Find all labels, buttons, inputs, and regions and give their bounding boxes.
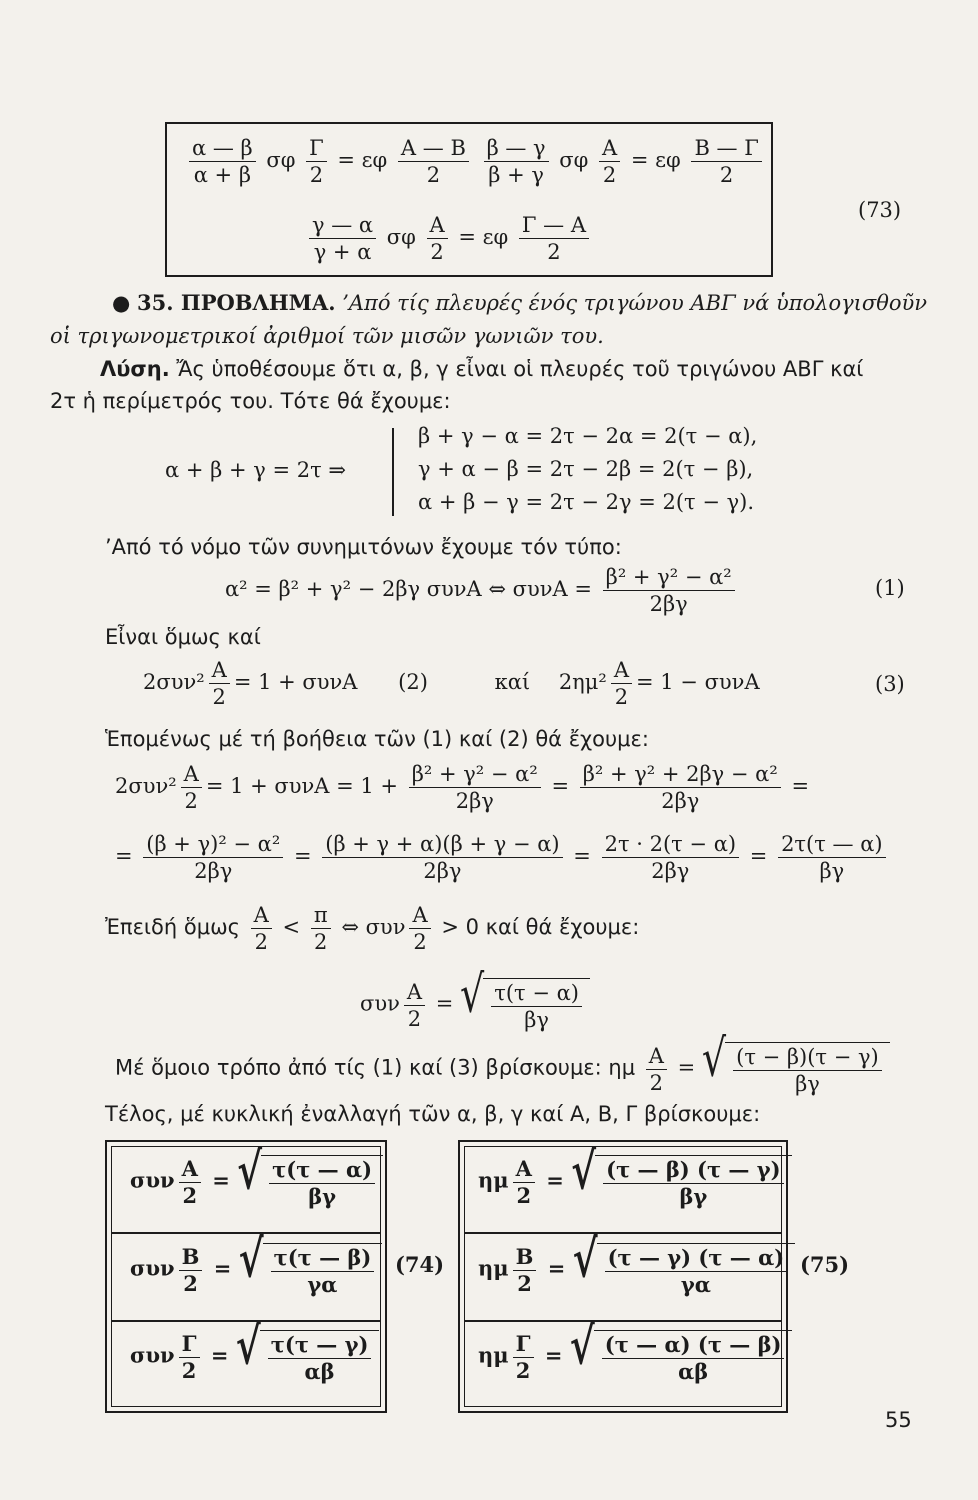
system-eq-3: α + β − γ = 2τ − 2γ = 2(τ − γ). [418,490,755,514]
since-line: Ἐπειδή ὅμως $\frac{A}{2}$ < $\frac{\pi}{2}$ ⇔ συν $\frac{A}{2}$ > 0 καί θά ἔχουμε: [105,903,640,955]
box-75-divider-2 [464,1320,782,1322]
box75-row-3: ημ $\frac{\Gamma}{2}$ = √ $\frac{(\tau — \alpha) (\tau — \beta)}{\alpha\beta}$ [478,1330,792,1384]
system-left: α + β + γ = 2τ ⇒ [165,458,346,482]
box75-row-2: ημ $\frac{B}{2}$ = √ $\frac{(\tau — \gamma) (\tau — \alpha)}{\gamma\alpha}$ [478,1243,795,1297]
box74-row-2: συν $\frac{B}{2}$ = √ $\frac{\tau(\tau — \beta)}{\gamma\alpha}$ [130,1243,382,1297]
box-75-divider-1 [464,1232,782,1234]
half-angle-identities: 2συν² $\frac{A}{2}$ = 1 + συνΑ (2) καί 2ημ² $\frac{A}{2}$ = 1 − συνΑ [143,658,760,710]
bullet: ● [112,291,131,315]
derivation-line-1: 2συν² $\frac{A}{2}$ = 1 + συνΑ = 1 + $\frac{\text{β² + γ² − α²}}{2\beta\gamma}$ = $\frac{\text{β² + γ² + 2βγ − α²}}{2\beta\gamma}$ = [115,762,810,814]
solution-line-1: Λύση. Ἄς ὑποθέσουμε ὅτι α, β, γ εἶναι οἱ πλευρές τοῦ τριγώνου ΑΒΓ καί [100,357,864,381]
cosine-intro: ’Από τό νόμο τῶν συνημιτόνων ἔχουμε τόν τύπο: [105,535,622,559]
formula-73-line-1: $\frac{\alpha — \beta}{\alpha + \beta}$ σφ $\frac{\Gamma}{2}$ = εφ $\frac{A — B}{2}$ $\frac{\beta — \gamma}{\beta + \gamma}$ σφ $\frac{A}{2}$ = εφ $\frac{B — \Gamma}{2}$ [185,136,766,187]
equation-number-73: (73) [858,198,902,222]
cos-half-result: συν $\frac{A}{2}$ = √ $\frac{\tau(\tau - \alpha)}{\beta\gamma}$ [360,978,590,1032]
formula-73-line-2: $\frac{\gamma — \alpha}{\gamma + \alpha}$ σφ $\frac{A}{2}$ = εφ $\frac{\Gamma — A}{2}$ [305,213,593,264]
equation-number-1: (1) [875,576,905,600]
sin-half-result: Μέ ὅμοιο τρόπο ἀπό τίς (1) καί (3) βρίσκουμε: ημ $\frac{A}{2}$ = √ $\frac{(\tau - \beta)(\tau - \gamma)}{\beta\gamma}$ [115,1042,890,1096]
system-brace [392,428,394,516]
problem-heading: 35. ΠΡΟΒΛΗΜΑ. [137,290,336,315]
also-text: Εἶναι ὅμως καί [105,625,261,649]
box74-row-1: συν $\frac{A}{2}$ = √ $\frac{\tau(\tau — \alpha)}{\beta\gamma}$ [130,1155,383,1209]
box75-row-1: ημ $\frac{A}{2}$ = √ $\frac{(\tau — \beta) (\tau — \gamma)}{\beta\gamma}$ [478,1155,792,1209]
finally-text: Τέλος, μέ κυκλική ἐναλλαγή τῶν α, β, γ καί Α, Β, Γ βρίσκουμε: [105,1102,761,1126]
page-number: 55 [885,1408,912,1432]
cosine-law: α² = β² + γ² − 2βγ συνΑ ⇔ συνΑ = $\frac{\text{β² + γ² − α²}}{2\beta\gamma}$ [225,565,739,616]
derivation-line-2: = $\frac{\text{(β + γ)² − α²}}{2\beta\gamma}$ = $\frac{(\beta + \gamma + \alpha)(\beta + \gamma - \alpha)}{2\beta\gamma}$ = $\frac{2\tau \cdot 2(\tau - \alpha)}{2\beta\gamma}$ = $\frac{2\tau(\tau — \alpha)}{\beta\gamma}$ [115,832,890,883]
hence-text: Ἑπομένως μέ τή βοήθεια τῶν (1) καί (2) θά ἔχουμε: [105,727,649,751]
solution-label: Λύση. [100,357,170,381]
problem-heading-line [112,290,927,315]
solution-line-2: 2τ ἡ περίμετρός του. Τότε θά ἔχουμε: [50,389,451,413]
system-eq-1: β + γ − α = 2τ − 2α = 2(τ − α), [418,424,758,448]
system-eq-2: γ + α − β = 2τ − 2β = 2(τ − β), [418,457,754,481]
box74-row-3: συν $\frac{\Gamma}{2}$ = √ $\frac{\tau(\tau — \gamma)}{\alpha\beta}$ [130,1330,379,1384]
problem-statement-1: ’Από τίς πλευρές ένός τριγώνου ΑΒΓ νά ὑπολογισθοῦν [342,291,928,315]
problem-statement-2: οἱ τριγωνομετρικοί ἀριθμοί τῶν μισῶν γωνιῶν του. [50,324,604,348]
equation-number-74: (74) [395,1252,445,1277]
equation-number-3: (3) [875,672,905,696]
equation-number-75: (75) [800,1252,850,1277]
